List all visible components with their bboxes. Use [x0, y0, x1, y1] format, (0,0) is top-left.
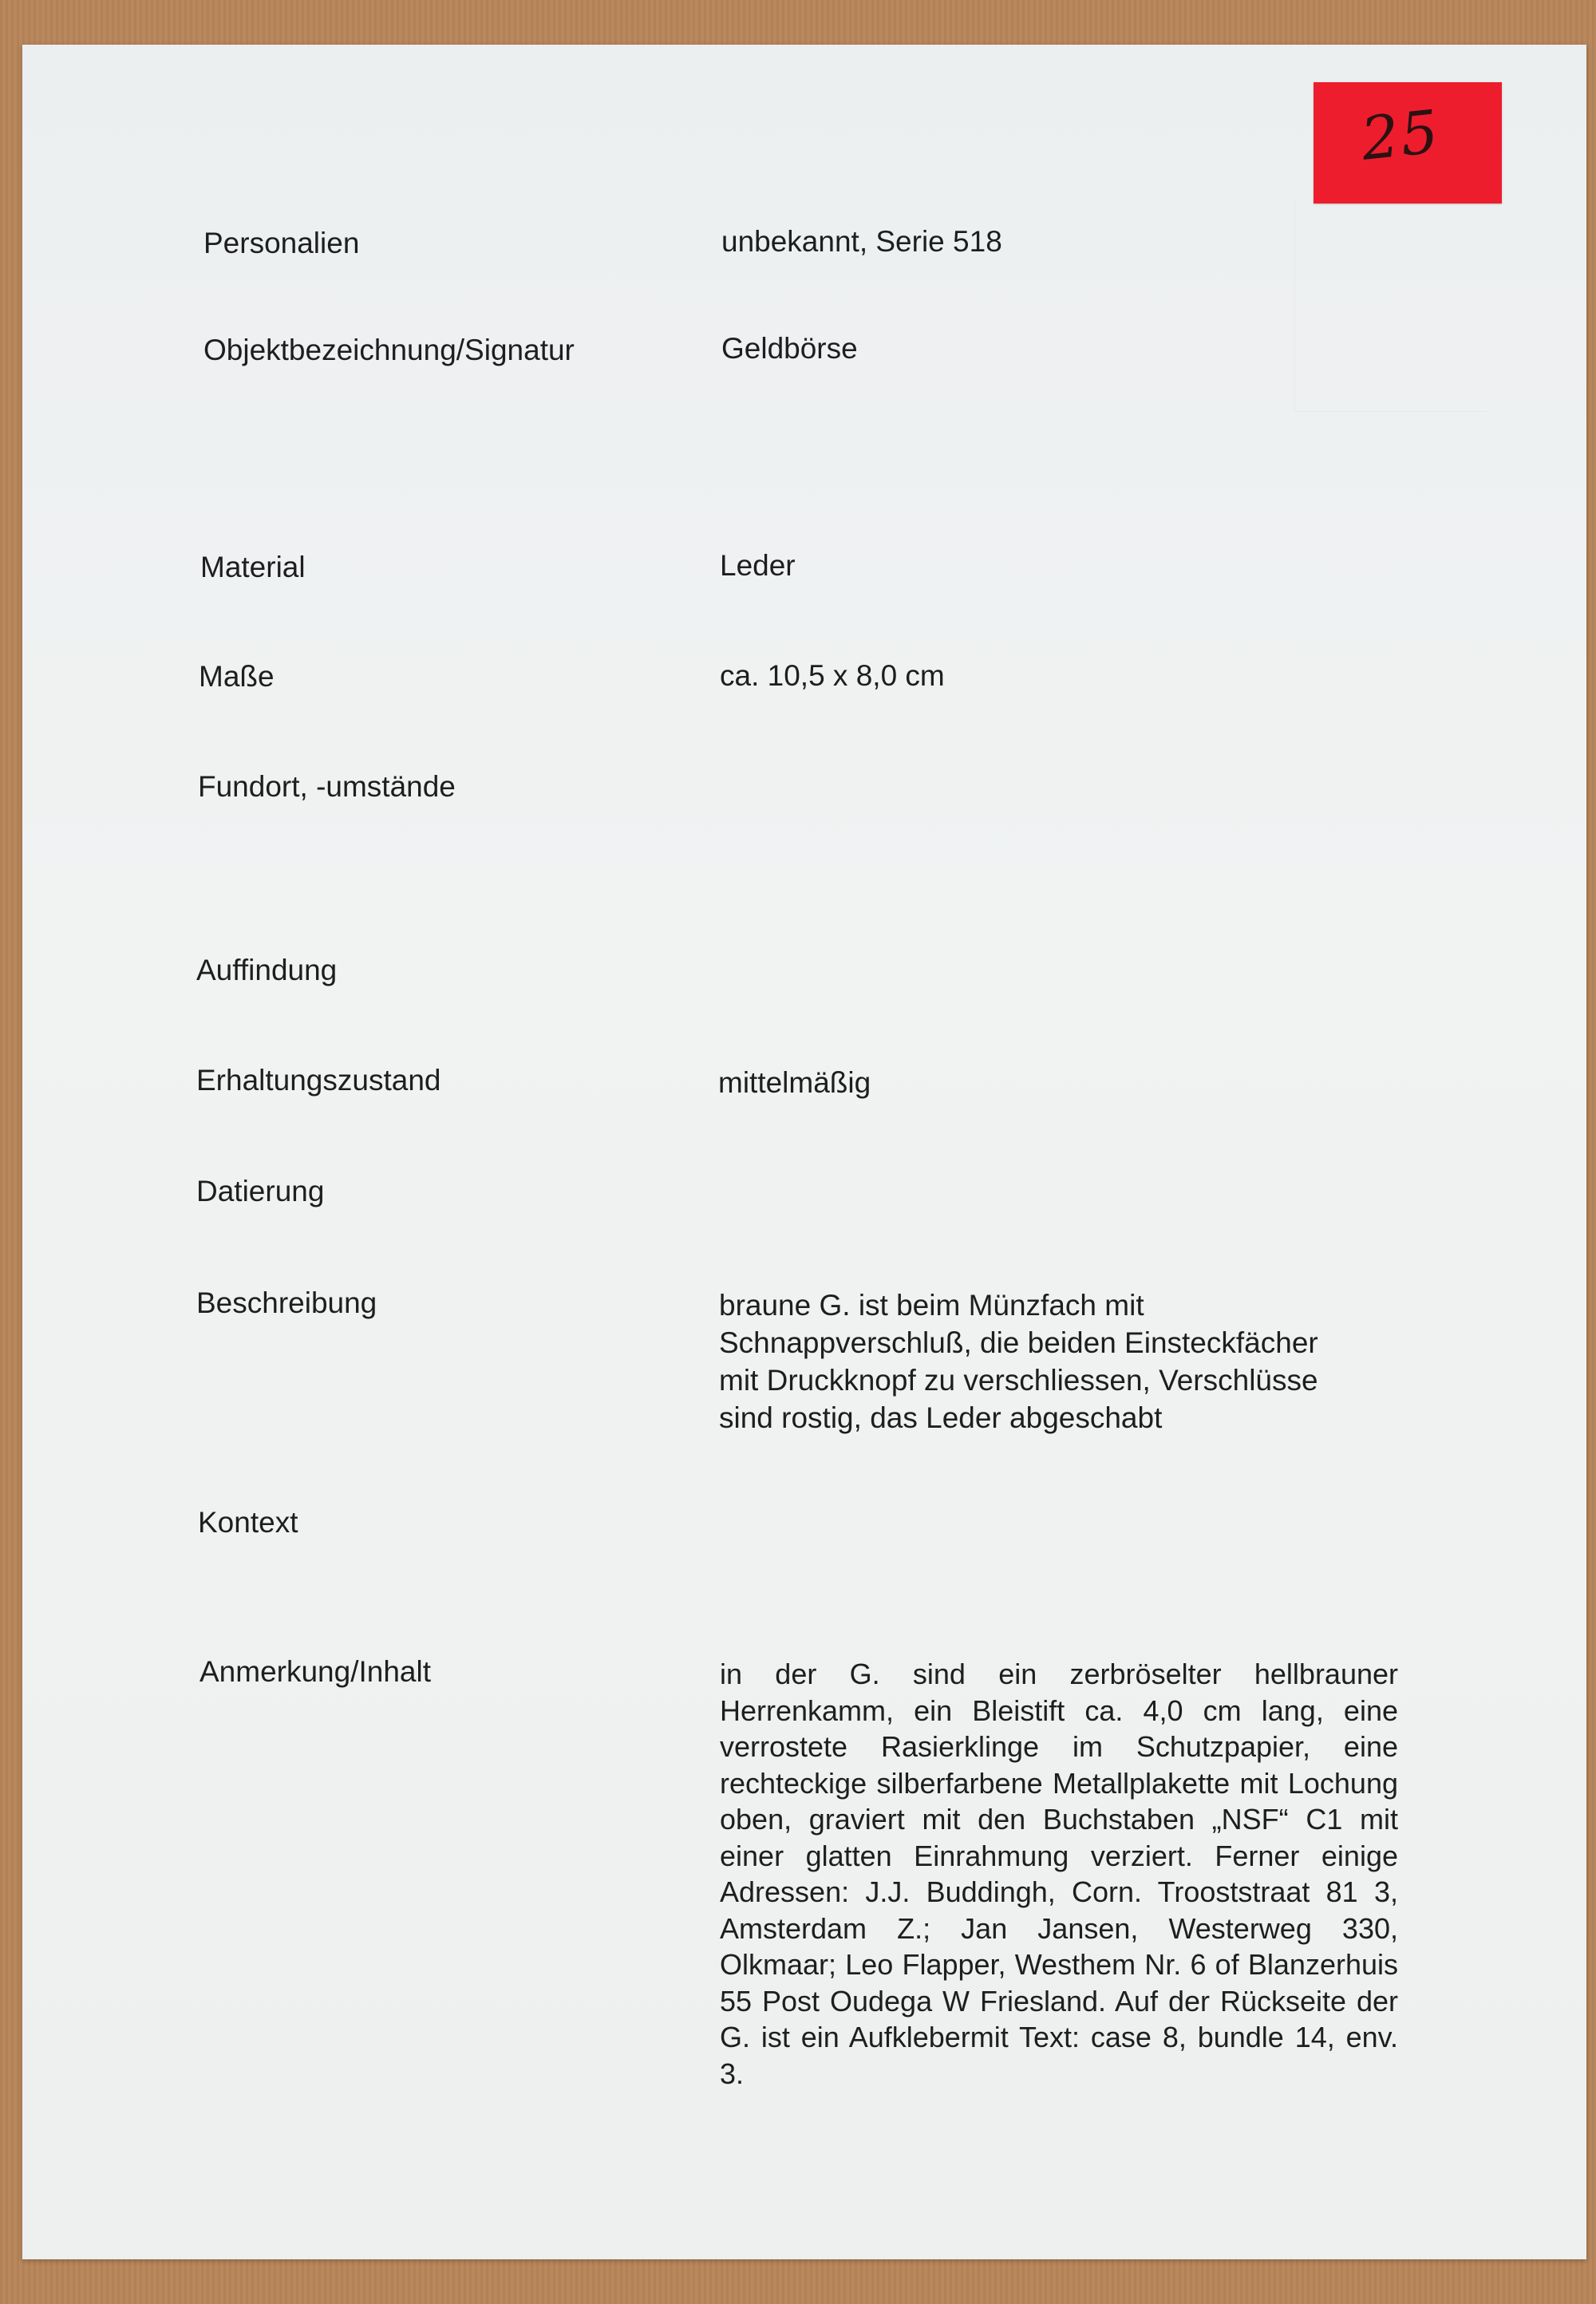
beschreibung-line: mit Druckknopf zu verschliessen, Verschlüsse	[719, 1364, 1318, 1397]
beschreibung-line: sind rostig, das Leder abgeschabt	[719, 1401, 1163, 1434]
value-masse: ca. 10,5 x 8,0 cm	[720, 659, 945, 692]
label-masse: Maße	[199, 660, 275, 693]
label-beschreibung: Beschreibung	[196, 1286, 377, 1319]
label-fundort: Fundort, -umstände	[198, 770, 456, 803]
value-anmerkung: in der G. sind ein zerbröselter hellbrauner Herrenkamm, ein Bleistift ca. 4,0 cm lang, eine verrostete Rasierklinge im Schutzpapier, eine rechteckige silberfarbene Metallplakette mit Lochung oben, graviert mit den Buchstaben „NSF“ C1 mit einer glatten Einrahmung verziert. Ferner einige Adressen: J.J. Buddingh, Corn. Trooststraat 81 3, Amsterdam Z.; Jan Jansen, Westerweg 330, Olkmaar; Leo Flapper, Westhem Nr. 6 of Blanzerhuis 55 Post Oudega W Friesland. Auf der Rückseite der G. ist ein Aufklebermit Text: case 8, bundle 14, env. 3.	[720, 1658, 1398, 2090]
label-datierung: Datierung	[196, 1175, 325, 1207]
beschreibung-line: braune G. ist beim Münzfach mit	[719, 1289, 1144, 1322]
value-material: Leder	[720, 549, 796, 582]
faint-paper-mark	[1294, 200, 1487, 412]
label-kontext: Kontext	[198, 1506, 298, 1539]
value-erhaltungszustand: mittelmäßig	[718, 1066, 871, 1099]
label-objektbezeichnung: Objektbezeichnung/Signatur	[203, 334, 575, 366]
value-beschreibung	[719, 1286, 1389, 1437]
value-personalien: unbekannt, Serie 518	[721, 225, 1002, 258]
beschreibung-line: Schnappverschluß, die beiden Einsteckfächer	[719, 1326, 1318, 1359]
tag-number: 25	[1357, 97, 1444, 174]
label-personalien: Personalien	[203, 227, 360, 259]
label-material: Material	[200, 551, 306, 583]
label-auffindung: Auffindung	[196, 954, 338, 986]
label-anmerkung: Anmerkung/Inhalt	[200, 1655, 432, 1688]
label-erhaltungszustand: Erhaltungszustand	[196, 1064, 441, 1097]
red-number-tag	[1314, 82, 1502, 204]
value-objektbezeichnung: Geldbörse	[721, 332, 858, 365]
